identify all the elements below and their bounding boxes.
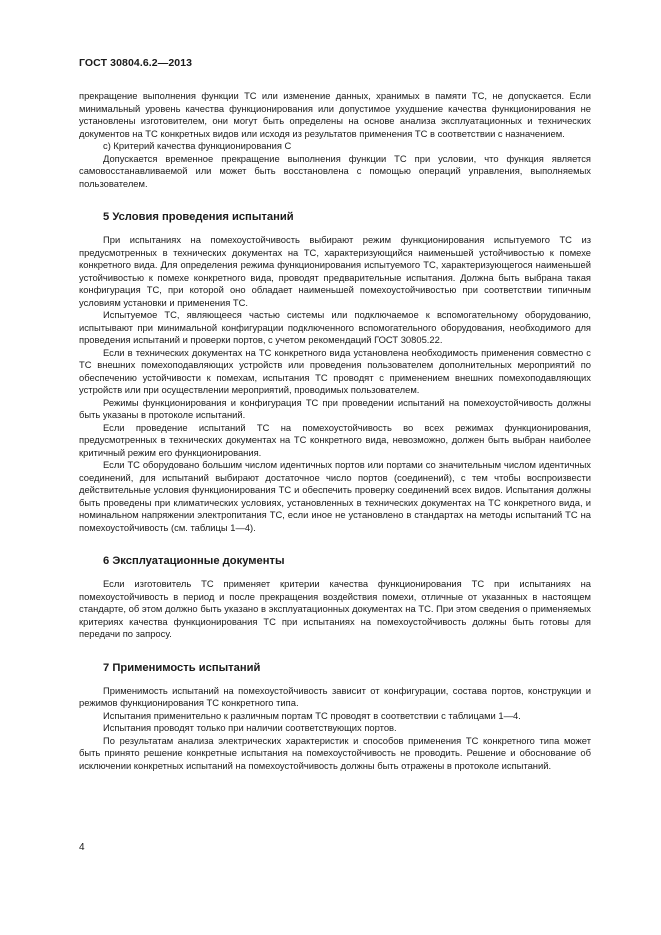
paragraph: Допускается временное прекращение выполнения функции ТС при условии, что функция является самовосстанавливаемой или может быть восстановлена с помощью операций управления, выполняемых пользователем. bbox=[79, 152, 591, 189]
paragraph: Если проведение испытаний ТС на помехоустойчивость во всех режимах функционирования, предусмотренных в технических документах на ТС конкретного вида, невозможно, должен быть выбран наиболее критичный режим его функционирования. bbox=[79, 421, 591, 458]
document-body bbox=[79, 90, 591, 772]
paragraph: Испытания применительно к различным портам ТС проводят в соответствии с таблицами 1—4. bbox=[103, 709, 521, 721]
paragraph: Если ТС оборудовано большим числом идентичных портов или портами со значительным числом идентичных соединений, для испытаний выбирают достаточное число портов (соединений), с тем чтобы воспроизвести действительные условия функционирования ТС и обеспечить проверку соединений всех видов. Испытания должны быть проведены при климатических условиях, установленных в технических документах на ТС конкретного вида, и номинальном напряжении электропитания ТС, если иное не установлено в стандартах на методы испытаний ТС на помехоустойчивость (см. таблицы 1—4). bbox=[79, 459, 591, 533]
paragraph: Если изготовитель ТС применяет критерии качества функционирования ТС при испытаниях на помехоустойчивость в период и после прекращения воздействия помехи, отличные от указанных в настоящем стандарте, об этом должно быть указано в эксплуатационных документах на ТС. При этом сведения о применяемых критериях качества функционирования ТС при испытаниях на помехоустойчивость должны быть готовы для передачи по запросу. bbox=[79, 578, 591, 639]
section-heading: 6 Эксплуатационные документы bbox=[103, 555, 285, 567]
document-header: ГОСТ 30804.6.2—2013 bbox=[79, 57, 193, 69]
paragraph: Испытуемое ТС, являющееся частью системы или подключаемое к вспомогательному оборудованию, испытывают при минимальной конфигурации подключенного вспомогательного оборудования, необходимого для проведения испытаний и проверки портов, с учетом рекомендаций ГОСТ 30805.22. bbox=[79, 309, 591, 345]
paragraph: Испытания проводят только при наличии соответствующих портов. bbox=[103, 722, 397, 733]
page-number: 4 bbox=[79, 842, 85, 853]
paragraph: По результатам анализа электрических характеристик и способов применения ТС конкретного типа может быть принято решение конкретные испытания на помехоустойчивость не проводить. Решение и обоснование об исключении конкретных испытаний на помехоустойчивость должны быть отражены в протоколе испытаний. bbox=[79, 734, 591, 771]
paragraph: Режимы функционирования и конфигурация ТС при проведении испытаний на помехоустойчивость должны быть указаны в протоколе испытаний. bbox=[79, 396, 591, 420]
paragraph: прекращение выполнения функции ТС или изменение данных, хранимых в памяти ТС, не допускается. Если минимальный уровень качества функционирования или допустимое ухудшение качества функционирования не установлены изготовителем, они могут быть определены на основе анализа эксплуатационных и технических документов на ТС конкретных видов или исходя из результатов применения ТС в соответствии с назначением. bbox=[79, 90, 591, 139]
paragraph: При испытаниях на помехоустойчивость выбирают режим функционирования испытуемого ТС из предусмотренных в технических документах на ТС, характеризующийся наименьшей устойчивостью к помехе конкретного вида. Для определения режима функционирования испытуемого ТС, характеризующегося наименьшей устойчивостью к помехе конкретного вида, проводят предварительные испытания. Должна быть выбрана такая конфигурация ТС, при которой оно обладает наименьшей помехоустойчивостью при соответствии типичным условиям установки и применения ТС. bbox=[79, 234, 591, 308]
paragraph: Если в технических документах на ТС конкретного вида установлена необходимость применения совместно с ТС внешних помехоподавляющих устройств или проведения пользователем дополнительных мероприятий по обеспечению устойчивости к помехам, испытания ТС проводят с применением внешних помехоподавляющих устройств или при осуществлении мероприятий, проводимых пользователем. bbox=[79, 346, 591, 395]
paragraph: Применимость испытаний на помехоустойчивость зависит от конфигурации, состава портов, конструкции и режимов функционирования ТС конкретного типа. bbox=[79, 684, 591, 708]
paragraph: c) Критерий качества функционирования С bbox=[103, 140, 292, 151]
section-heading: 5 Условия проведения испытаний bbox=[103, 211, 294, 223]
section-heading: 7 Применимость испытаний bbox=[103, 661, 261, 674]
